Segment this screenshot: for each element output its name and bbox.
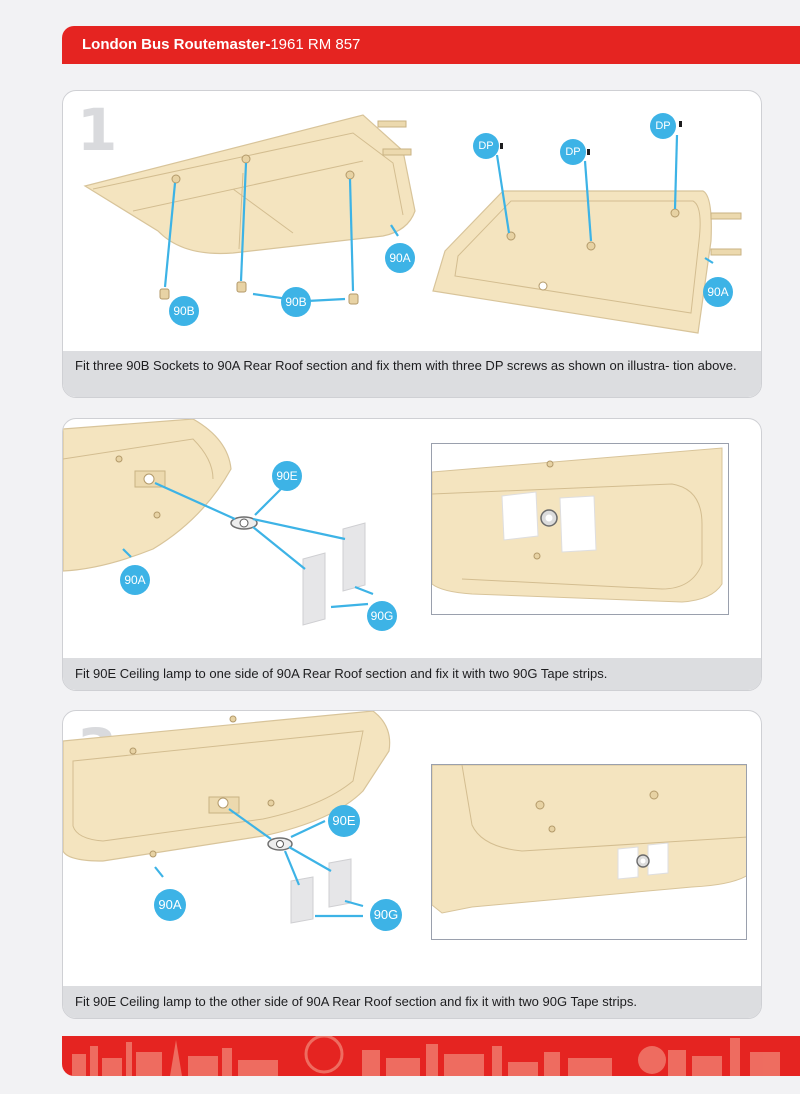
label-90E: 90E [272,461,302,491]
footer-skyline-banner [62,1036,800,1076]
london-skyline-graphic [62,1036,800,1076]
label-90A-left: 90A [385,243,415,273]
page-header [62,26,800,64]
label-90A-right: 90A [703,277,733,307]
header-title-model: 1961 RM 857 [270,36,361,53]
header-title-bold: London Bus Routemaster- [82,36,271,53]
step-2-caption: Fit 90E Ceiling lamp to one side of 90A Rear Roof section and fix it with two 90G Tape strips. [63,658,761,690]
label-dp-1: DP [473,133,499,159]
label-90G: 90G [370,899,402,931]
label-90B-left: 90B [169,296,199,326]
label-90A: 90A [154,889,186,921]
step-3-caption: Fit 90E Ceiling lamp to the other side of 90A Rear Roof section and fix it with two 90G Tape strips. [63,986,761,1018]
label-90A: 90A [120,565,150,595]
label-90E: 90E [328,805,360,837]
step-2-panel [62,418,762,691]
step-3-detail-inset [431,764,747,940]
step-2-detail-inset [431,443,729,615]
step-1-number: 1 [77,96,118,164]
step-1-panel [62,90,762,398]
label-90G: 90G [367,601,397,631]
step-3-panel [62,710,762,1019]
step-1-caption: Fit three 90B Sockets to 90A Rear Roof section and fix them with three DP screws as shown on illustra- tion above. [63,351,761,397]
label-dp-2: DP [560,139,586,165]
label-90B-middle: 90B [281,287,311,317]
label-dp-3: DP [650,113,676,139]
